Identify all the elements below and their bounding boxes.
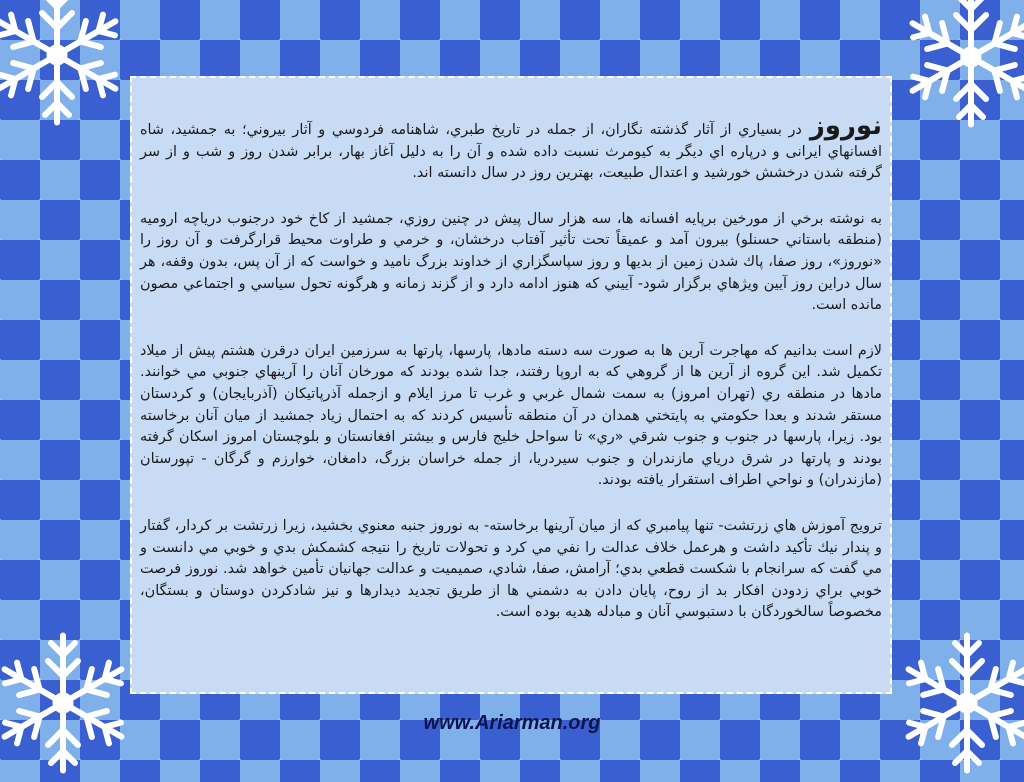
paragraph-2: به نوشته برخي از مورخين برپايه افسانه ها، سه هزار سال پيش در چنين روزي، جمشيد از كاخ خود درجنوب درياچه اروميه (منطقه باستاني حسنلو) بيرون آمد و عميقاً تحت تأثير آفتاب درخشان، و خرمي و طراوت محيط قرارگرفت و آن روز را «نوروز»، روز صفا، پاك شدن زمين از بديها و روز سپاسگزاري از خداوند بزرگ ناميد و خواست كه از آن پس، بدون وقفه، هر سال دراين روز آيين ويژهاي برگزار شود- آييني كه هنوز ادامه دارد و از گزند زمانه و هرگونه تحول سياسي و اجتماعي مصون مانده است.: [140, 210, 882, 314]
paragraph-4: ترويج آموزش هاي زرتشت- تنها پيامبري كه از ميان آرينها برخاسته- به نوروز جنبه معنوي بخشيد، زيرا زرتشت بر كردار، گفتار و پندار نيك تأكيد داشت و هرعمل خلاف عدالت را نفي مي كرد و تحولات تاريخ را نتيجه كشمكش بدي و خوبي مي دانست و مي گفت كه سرانجام با شكست قطعي بدي؛ آرامش، صفا، شادي، صميميت و عدالت جهانيان تأمين خواهد شد. نوروز فرصت خوبي براي زدودن افكار بد از روح، پايان دادن به دشمني ها از طريق تجديد ديدارها و نيز شادكردن دوستان و بستگان، مخصوصاً سالخوردگان با دستبوسي آنان و مبادله هديه بوده است.: [140, 517, 882, 621]
paragraph-1-text: در بسياري از آثار گذشته نگاران، از جمله در تاريخ طبري، شاهنامه فردوسي و آثار بيروني؛ به جمشيد، شاه افسانهاي ايرانى و درپاره اي ديگر به كيومرث نسبت داده شده و آن را به دليل آغاز بهار، برابر شدن روز و شب و از سر گرفته شدن درخشش خورشيد و اعتدال طبيعت، بهترين روز در سال دانسته اند.: [140, 122, 882, 182]
snowflake-icon: [0, 0, 132, 130]
paragraph-1: [140, 111, 882, 185]
paragraph-3: لازم است بدانيم كه مهاجرت آرين ها به صورت سه دسته مادها، پارسها، پارتها به سرزمين ايران درقرن هشتم پيش از ميلاد تكميل شد. اين گروه از آرين ها از گروهي كه به اروپا رفتند، جدا شده بودند كه مورخان آنان را آرينهاي جنوبي مي خوانند. مادها در منطقه ري (تهران امروز) به سمت شمال غربي و غرب تا مرز ايلام و ازجمله آذرپاتيكان (آذربايجان) و كردستان مستقر شدند و بعدا حكومتي به پايتختي همدان در آن منطقه تأسيس كردند كه به احتمال زياد جمشيد از ميان آنان برخاسته بود. زيرا، پارسها در جنوب و جنوب شرقي «ري» تا سواحل خليج فارس و بيشتر افغانستان و بلوچستان امروز اسكان گرفته بودند و پارتها در شرق درياي مازندران و جنوب سيردريا، از جمله خراسان بزرگ، دامغان، خوارزم و گرگان - تپورستان (مازندران) و نواحي اطراف استقرار يافته بودند.: [140, 342, 882, 489]
website-footer-link[interactable]: www.Ariarman.org: [423, 712, 601, 734]
page-title: نوروز: [809, 111, 882, 141]
snowflake-icon: [896, 0, 1024, 132]
snowflake-icon: [892, 628, 1024, 778]
snowflake-icon: [0, 628, 138, 778]
article-body: [140, 111, 882, 692]
